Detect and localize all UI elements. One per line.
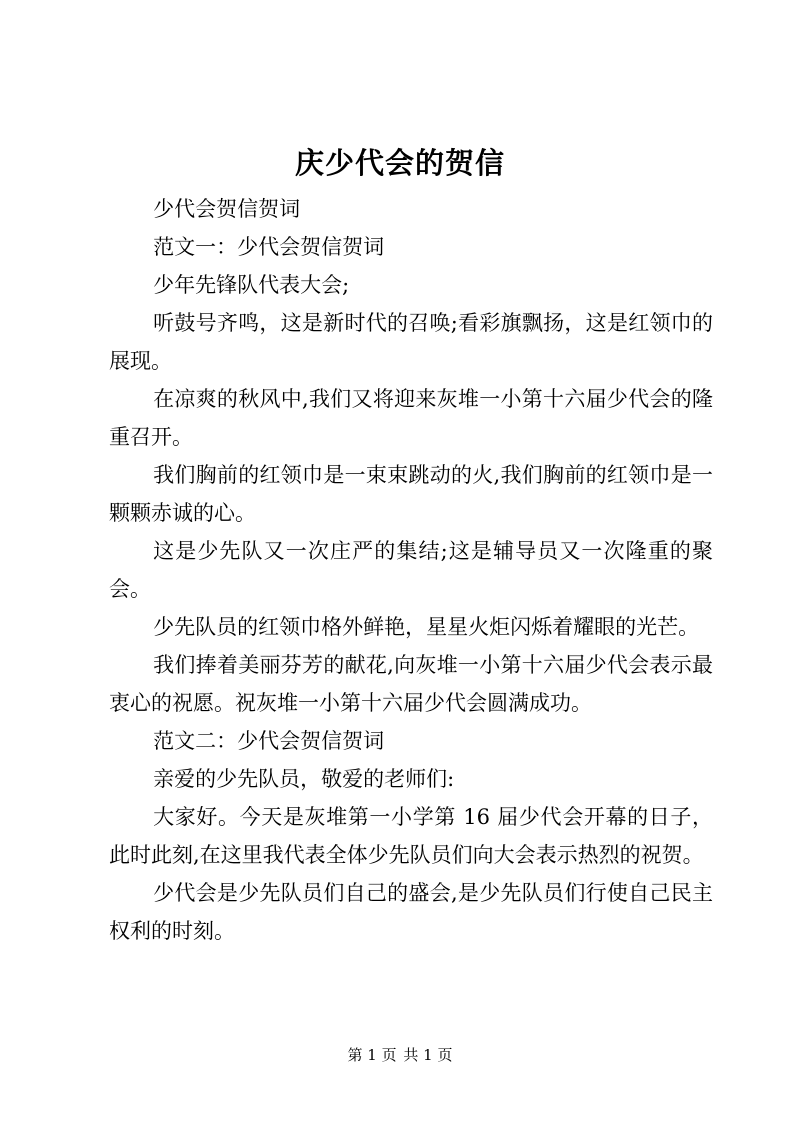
document-title: 庆少代会的贺信 bbox=[294, 146, 505, 180]
paragraph: 少代会是少先队员们自己的盛会,是少先队员们行使自己民主权利的时刻。 bbox=[109, 881, 713, 943]
paragraph: 在凉爽的秋风中,我们又将迎来灰堆一小第十六届少代会的隆重召开。 bbox=[109, 387, 713, 449]
paragraph: 少先队员的红领巾格外鲜艳，星星火炬闪烁着耀眼的光芒。 bbox=[153, 615, 700, 639]
paragraph: 少代会贺信贺词 bbox=[153, 197, 301, 221]
page-total: 共 1 页 bbox=[403, 1046, 453, 1064]
paragraph: 少年先锋队代表大会; bbox=[153, 273, 350, 297]
document-body bbox=[109, 190, 713, 950]
paragraph: 范文二：少代会贺信贺词 bbox=[153, 729, 385, 753]
paragraph: 我们捧着美丽芬芳的献花,向灰堆一小第十六届少代会表示最衷心的祝愿。祝灰堆一小第十六届少代会圆满成功。 bbox=[109, 653, 713, 715]
page-number: 第 1 页 bbox=[347, 1046, 397, 1064]
paragraph: 这是少先队又一次庄严的集结;这是辅导员又一次隆重的聚会。 bbox=[109, 539, 713, 601]
paragraph: 大家好。今天是灰堆第一小学第 16 届少代会开幕的日子，此时此刻,在这里我代表全体少先队员们向大会表示热烈的祝贺。 bbox=[109, 805, 713, 867]
paragraph: 我们胸前的红领巾是一束束跳动的火,我们胸前的红领巾是一颗颗赤诚的心。 bbox=[109, 463, 713, 525]
paragraph: 亲爱的少先队员，敬爱的老师们: bbox=[153, 767, 455, 791]
paragraph: 范文一：少代会贺信贺词 bbox=[153, 235, 385, 259]
page-footer bbox=[0, 1045, 800, 1065]
paragraph: 听鼓号齐鸣，这是新时代的召唤;看彩旗飘扬，这是红领巾的展现。 bbox=[109, 311, 713, 373]
